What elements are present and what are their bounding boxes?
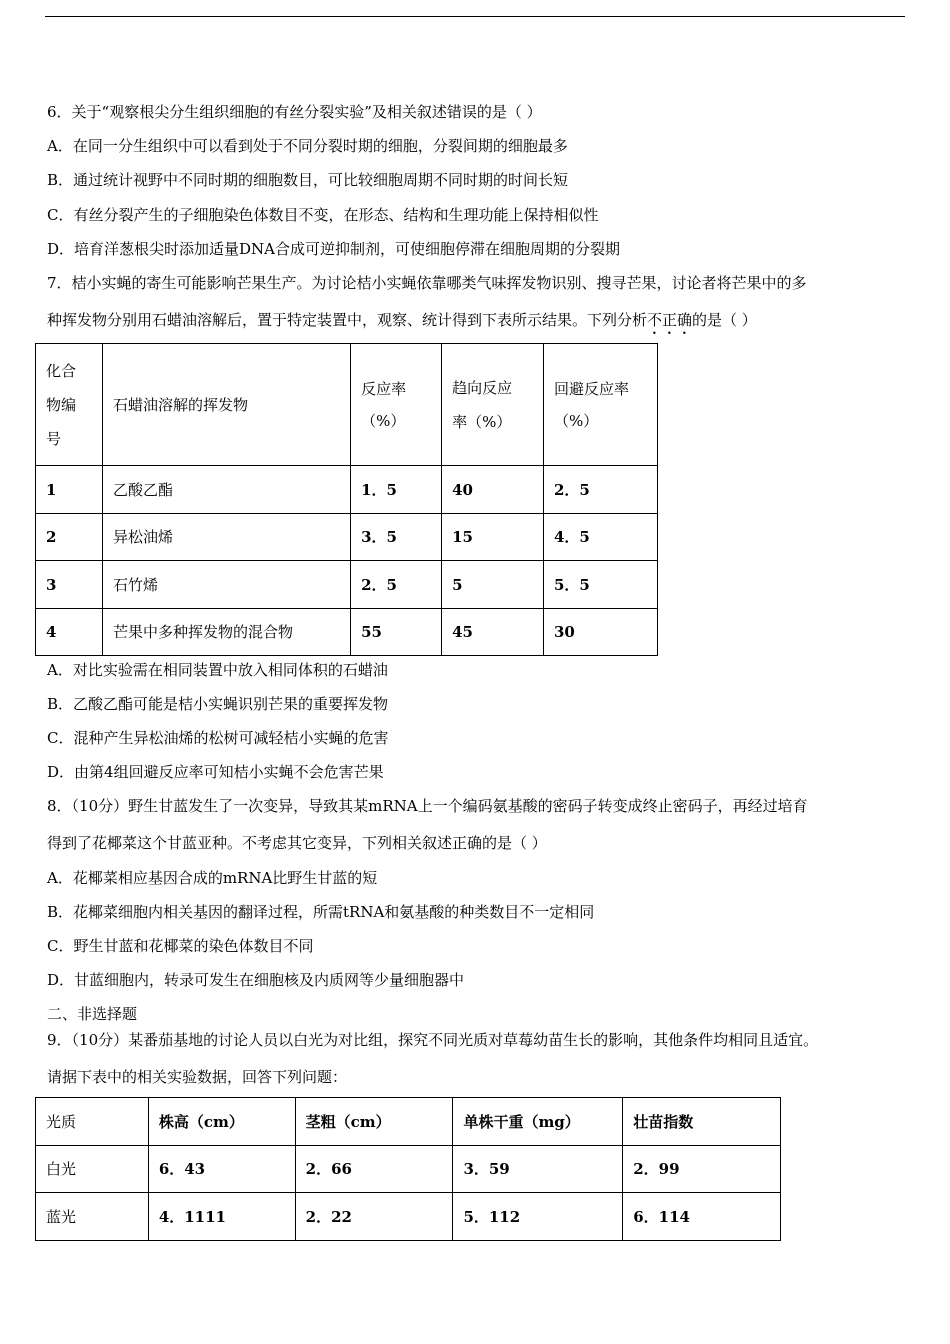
q7-cell: 1．5	[351, 466, 442, 514]
q8-option-d: D．甘蓝细胞内，转录可发生在细胞核及内质网等少量细胞器中	[47, 971, 465, 989]
q7-cell: 45	[442, 609, 544, 656]
q7-option-b: B．乙酸乙酯可能是桔小实蝇识别芒果的重要挥发物	[47, 695, 389, 713]
header-rule	[45, 16, 905, 17]
q7-cell: 异松油烯	[102, 514, 350, 561]
q9-header-index: 壮苗指数	[623, 1098, 781, 1146]
q7-option-d: D．由第4组回避反应率可知桔小实蝇不会危害芒果	[47, 763, 384, 781]
q6-stem: 6．关于“观察根尖分生组织细胞的有丝分裂实验”及相关叙述错误的是（ ）	[47, 103, 542, 121]
q6-option-c: C．有丝分裂产生的子细胞染色体数目不变，在形态、结构和生理功能上保持相似性	[47, 206, 599, 224]
q7-cell: 4．5	[544, 514, 658, 561]
q7-table	[35, 343, 658, 656]
q7-stem-line1: 7．桔小实蝇的寄生可能影响芒果生产。为讨论桔小实蝇依靠哪类气味挥发物识别、搜寻芒果，讨论者将芒果中的多	[47, 274, 807, 292]
table-row	[36, 1146, 781, 1193]
q9-table-header-row	[36, 1098, 781, 1146]
q9-cell: 4．1111	[148, 1193, 295, 1241]
q7-cell: 40	[442, 466, 544, 514]
q9-header-height: 株高（cm）	[148, 1098, 295, 1146]
q7-cell: 3．5	[351, 514, 442, 561]
q8-stem-line2: 得到了花椰菜这个甘蓝亚种。不考虑其它变异，下列相关叙述正确的是（ ）	[47, 834, 547, 852]
q7-cell: 2．5	[351, 561, 442, 609]
q8-option-c: C．野生甘蓝和花椰菜的染色体数目不同	[47, 937, 314, 955]
table-row	[36, 466, 658, 514]
q7-cell: 石竹烯	[102, 561, 350, 609]
q7-cell: 15	[442, 514, 544, 561]
q7-cell: 4	[36, 609, 103, 656]
q7-cell: 1	[36, 466, 103, 514]
q7-cell: 2	[36, 514, 103, 561]
q7-option-a: A．对比实验需在相同装置中放入相同体积的石蜡油	[47, 661, 388, 679]
q7-option-c: C．混种产生异松油烯的松树可减轻桔小实蝇的危害	[47, 729, 389, 747]
q7-table-header-row	[36, 344, 658, 466]
q7-cell: 乙酸乙酯	[102, 466, 350, 514]
q9-cell: 2．22	[295, 1193, 453, 1241]
q7-cell: 2．5	[544, 466, 658, 514]
q9-cell: 蓝光	[36, 1193, 149, 1241]
q7-cell: 芒果中多种挥发物的混合物	[102, 609, 350, 656]
q7-header-compound-no: 化合物编号	[36, 344, 103, 466]
q9-cell: 3．59	[453, 1146, 623, 1193]
table-row	[36, 1193, 781, 1241]
q9-cell: 6．43	[148, 1146, 295, 1193]
q7-stem-line2	[47, 310, 757, 338]
q7-header-volatile: 石蜡油溶解的挥发物	[102, 344, 350, 466]
q8-option-a: A．花椰菜相应基因合成的mRNA比野生甘蓝的短	[47, 869, 378, 887]
q7-cell: 3	[36, 561, 103, 609]
q9-cell: 6．114	[623, 1193, 781, 1241]
q7-header-avoid-rate: 回避反应率（%）	[544, 344, 658, 466]
table-row	[36, 609, 658, 656]
q9-header-stem: 茎粗（cm）	[295, 1098, 453, 1146]
section-heading: 二、非选择题	[47, 1005, 138, 1023]
q9-stem-line2: 请据下表中的相关实验数据，回答下列问题：	[47, 1068, 348, 1086]
q9-cell: 白光	[36, 1146, 149, 1193]
table-row	[36, 514, 658, 561]
q7-cell: 5．5	[544, 561, 658, 609]
q9-header-light: 光质	[36, 1098, 149, 1146]
q9-table	[35, 1097, 781, 1241]
q6-option-a: A．在同一分生组织中可以看到处于不同分裂时期的细胞，分裂间期的细胞最多	[47, 137, 568, 155]
q7-stem-line2-post: 的是（ ）	[692, 311, 757, 329]
q8-stem-line1: 8．（10分）野生甘蓝发生了一次变异，导致其某mRNA上一个编码氨基酸的密码子转变成终止密码子，再经过培育	[47, 797, 808, 815]
q9-cell: 2．66	[295, 1146, 453, 1193]
q7-header-attract-rate: 趋向反应率（%）	[442, 344, 544, 466]
q9-stem-line1: 9．（10分）某番茄基地的讨论人员以白光为对比组，探究不同光质对草莓幼苗生长的影响，其他条件均相同且适宜。	[47, 1031, 819, 1049]
q7-cell: 30	[544, 609, 658, 656]
q6-option-d: D．培育洋葱根尖时添加适量DNA合成可逆抑制剂，可使细胞停滞在细胞周期的分裂期	[47, 240, 621, 258]
q6-option-b: B．通过统计视野中不同时期的细胞数目，可比较细胞周期不同时期的时间长短	[47, 171, 569, 189]
q7-cell: 55	[351, 609, 442, 656]
q9-cell: 2．99	[623, 1146, 781, 1193]
q7-header-response-rate: 反应率（%）	[351, 344, 442, 466]
q7-cell: 5	[442, 561, 544, 609]
q9-header-dry-weight: 单株干重（mg）	[453, 1098, 623, 1146]
table-row	[36, 561, 658, 609]
q7-stem-line2-pre: 种挥发物分别用石蜡油溶解后，置于特定装置中，观察、统计得到下表所示结果。下列分析	[47, 311, 648, 329]
q9-cell: 5．112	[453, 1193, 623, 1241]
q8-option-b: B．花椰菜细胞内相关基因的翻译过程，所需tRNA和氨基酸的种类数目不一定相同	[47, 903, 595, 921]
q7-stem-emphasis: 不正确	[647, 311, 693, 329]
